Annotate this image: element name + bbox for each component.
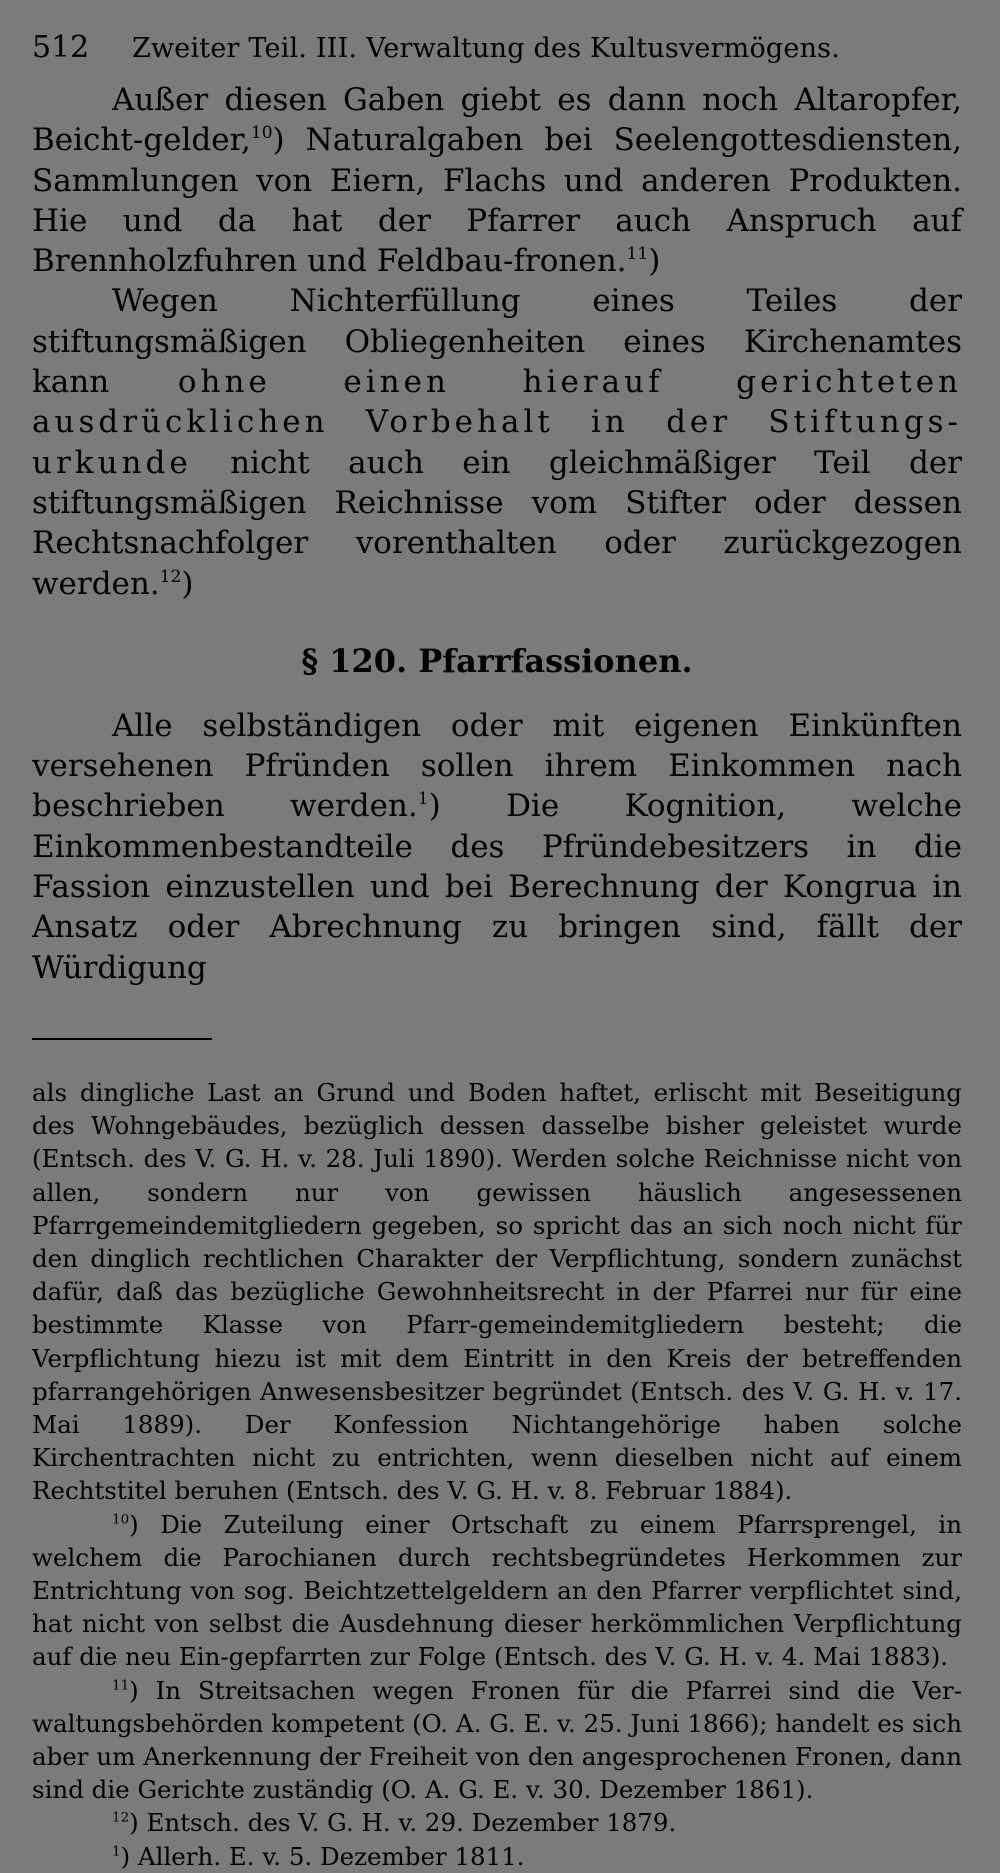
footnotes bbox=[32, 1076, 962, 1873]
running-title: Zweiter Teil. III. Verwaltung des Kultusvermögens. bbox=[132, 33, 841, 64]
main-text bbox=[32, 80, 962, 988]
footnote-ref-10: 10 bbox=[250, 123, 273, 144]
footnote-1: $^1$) Allerh. E. v. 5. Dezember 1811. bbox=[112, 1841, 525, 1871]
footnote-10: $^{10}$) Die Zuteilung einer Ortschaft zu einem Pfarrsprengel, in welchem die Parochianen durch rechtsbegründetes Herkommen zur Entrichtung von sog. Beichtzettelgeldern an den Pfarrer verpflichtet sind, hat nicht von selbst die Ausdehnung dieser herkömmlichen Verpflichtung auf die neu Ein-gepfarrten zur Folge (Entsch. des V. G. H. v. 4. Mai 1883). bbox=[32, 1509, 962, 1672]
footnote-divider bbox=[32, 1038, 212, 1040]
footnote-continuation: als dingliche Last an Grund und Boden haftet, erlischt mit Beseitigung des Wohngebäudes, bezüglich dessen dasselbe bisher geleistet wurde (Entsch. des V. G. H. v. 28. Juli 1890). Werden solche Reichnisse nicht von allen, sondern nur von gewissen häuslich angesessenen Pfarrgemeindemitgliedern gegeben, so spricht das an sich noch nicht für den dinglich rechtlichen Charakter der Verpflichtung, sondern zunächst dafür, daß das bezügliche Gewohnheitsrecht in der Pfarrei nur für eine bestimmte Klasse von Pfarr-gemeindemitgliedern besteht; die Verpflichtung hiezu ist mit dem Eintritt in den Kreis der betreffenden pfarrangehörigen Anwesensbesitzer begründet (Entsch. des V. G. H. v. 17. Mai 1889). Der Konfession Nichtangehörige haben solche Kirchentrachten nicht zu entrichten, wenn dieselben nicht auf einem Rechtstitel beruhen (Entsch. des V. G. H. v. 8. Februar 1884). bbox=[32, 1077, 962, 1506]
spaced-emphasis: ohne einen hierauf gerichteten ausdrücklichen Vorbehalt in der Stiftungs-urkunde bbox=[32, 364, 963, 481]
running-header bbox=[32, 30, 962, 80]
footnote-ref-1: 1 bbox=[417, 789, 429, 810]
footnote-12: $^{12}$) Entsch. des V. G. H. v. 29. Dezember 1879. bbox=[112, 1808, 677, 1838]
footnote-ref-12: 12 bbox=[159, 566, 182, 587]
paragraph-2: Wegen Nichterfüllung eines Teiles der stiftungsmäßigen Obliegenheiten eines Kirchenamtes kann ohne einen hierauf gerichteten ausdrücklichen Vorbehalt in der Stiftungs-urkunde nicht auch ein gleichmäßiger Teil der stiftungsmäßigen Reichnisse vom Stifter oder dessen Rechtsnachfolger vorenthalten oder zurückgezogen werden.$^{12}$) bbox=[32, 283, 963, 602]
footnote-11: $^{11}$) In Streitsachen wegen Fronen für die Pfarrei sind die Ver-waltungsbehörden kompetent (O. A. G. E. v. 25. Juni 1866); handelt es sich aber um Anerkennung der Freiheit von den angesprochenen Fronen, dann sind die Gerichte zuständig (O. A. G. E. v. 30. Dezember 1861). bbox=[32, 1675, 962, 1805]
section-heading: § 120. Pfarrfassionen. bbox=[301, 641, 693, 680]
page-number: 512 bbox=[32, 30, 90, 65]
paragraph-1: Außer diesen Gaben giebt es dann noch Altaropfer, Beicht-gelder,$^{10}$) Naturalgaben bei Seelengottesdiensten, Sammlungen von Eiern, Flachs und anderen Produkten. Hie und da hat der Pfarrer auch Anspruch auf Brennholzfuhren und Feldbau-fronen.$^{11}$) bbox=[32, 82, 962, 280]
paragraph-3: Alle selbständigen oder mit eigenen Einkünften versehenen Pfründen sollen ihrem Einkommen nach beschrieben werden.$^1$) Die Kognition, welche Einkommenbestandteile des Pfründebesitzers in die Fassion einzustellen und bei Berechnung der Kongrua in Ansatz oder Abrechnung zu bringen sind, fällt der Würdigung bbox=[32, 707, 962, 986]
footnote-ref-11: 11 bbox=[626, 244, 649, 265]
